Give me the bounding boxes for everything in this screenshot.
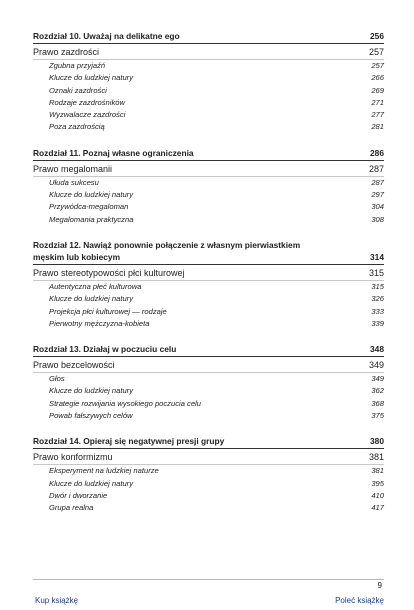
chapter-page: 380 (370, 436, 384, 447)
item-page: 297 (371, 190, 384, 200)
chapter-title: Rozdział 10. Uważaj na delikatne ego (33, 31, 180, 41)
chapter-title: Rozdział 11. Poznaj własne ograniczenia (33, 147, 194, 158)
chapter-10 (33, 30, 384, 134)
list-item (33, 385, 384, 397)
section-row (33, 450, 384, 465)
list-item (33, 97, 384, 109)
section-title: Prawo stereotypowości płci kulturowej (33, 267, 185, 278)
list-item (33, 177, 384, 189)
item-page: 333 (371, 306, 384, 316)
list-item (33, 201, 384, 213)
item-page: 269 (371, 85, 384, 95)
item-page: 315 (371, 281, 384, 291)
item-title: Grupa realna (49, 503, 94, 513)
list-item (33, 214, 384, 226)
list-item (33, 121, 384, 133)
section-row (33, 266, 384, 281)
page-number: 9 (377, 581, 382, 590)
list-item (33, 85, 384, 97)
section-title: Prawo konformizmu (33, 452, 113, 463)
list-item (33, 373, 384, 385)
item-title: Poza zazdrością (49, 122, 105, 132)
chapter-title: Rozdział 13. Działaj w poczuciu celu (33, 344, 177, 355)
item-page: 257 (371, 61, 384, 70)
item-title: Ułuda sukcesu (49, 177, 99, 187)
chapter-heading (33, 147, 384, 161)
item-page: 368 (371, 398, 384, 408)
list-item (33, 189, 384, 201)
chapter-13 (33, 343, 384, 422)
table-of-contents (33, 30, 384, 528)
item-title: Projekcja płci kulturowej — rodzaje (49, 306, 167, 316)
item-page: 271 (371, 97, 384, 107)
item-title: Wyzwalacze zazdrości (49, 110, 126, 120)
item-page: 349 (371, 374, 384, 384)
item-title: Megalomania praktyczna (49, 214, 134, 224)
item-page: 395 (371, 478, 384, 488)
list-item (33, 293, 384, 305)
item-page: 410 (371, 490, 384, 500)
item-title: Eksperyment na ludzkiej naturze (49, 466, 159, 476)
item-title: Dwór i dworzanie (49, 490, 108, 500)
list-item (33, 281, 384, 293)
item-title: Głos (49, 374, 65, 384)
item-page: 281 (371, 122, 384, 132)
item-title: Klucze do ludzkiej natury (49, 190, 133, 200)
section-page: 349 (368, 360, 384, 371)
chapter-title: Rozdział 12. Nawiąż ponownie połączenie z własnym pierwiastkiem męskim lub kobiecym (33, 239, 301, 262)
list-item (33, 410, 384, 422)
section-title: Prawo zazdrości (33, 47, 100, 57)
section-row (33, 358, 384, 373)
section-page: 257 (368, 47, 384, 57)
recommend-book-link[interactable]: Poleć książkę (335, 596, 384, 605)
item-page: 308 (371, 214, 384, 224)
item-page: 304 (371, 202, 384, 212)
item-title: Strategie rozwijania wysokiego poczucia celu (49, 398, 201, 408)
list-item (33, 490, 384, 502)
section-page: 287 (368, 163, 384, 174)
item-page: 417 (371, 503, 384, 513)
section-row (33, 45, 384, 60)
chapter-heading (33, 30, 384, 44)
item-title: Zgubna przyjaźń (49, 61, 106, 70)
item-page: 362 (371, 386, 384, 396)
item-page: 287 (371, 177, 384, 187)
list-item (33, 109, 384, 121)
list-item (33, 465, 384, 477)
item-title: Klucze do ludzkiej natury (49, 294, 133, 304)
item-title: Pierwotny mężczyzna-kobieta (49, 318, 150, 328)
item-title: Powab fałszywych celów (49, 411, 133, 421)
chapter-11 (33, 147, 384, 226)
item-title: Przywódca-megaloman (49, 202, 129, 212)
item-title: Rodzaje zazdrośników (49, 97, 125, 107)
chapter-heading (33, 343, 384, 357)
chapter-heading (33, 239, 384, 265)
chapter-12 (33, 239, 384, 330)
item-title: Oznaki zazdrości (49, 85, 107, 95)
chapter-page: 314 (370, 251, 384, 262)
list-item (33, 60, 384, 72)
item-page: 277 (371, 110, 384, 120)
list-item (33, 478, 384, 490)
chapter-14 (33, 435, 384, 514)
buy-book-link[interactable]: Kup książkę (35, 596, 79, 605)
item-page: 326 (371, 294, 384, 304)
item-title: Autentyczna płeć kulturowa (49, 281, 142, 291)
section-title: Prawo megalomanii (33, 163, 113, 174)
item-title: Klucze do ludzkiej natury (49, 386, 133, 396)
list-item (33, 502, 384, 514)
item-title: Klucze do ludzkiej natury (49, 478, 133, 488)
chapter-heading (33, 435, 384, 449)
list-item (33, 318, 384, 330)
chapter-page: 348 (370, 344, 384, 355)
section-title: Prawo bezcelowości (33, 360, 115, 371)
chapter-page: 256 (370, 31, 384, 41)
chapter-page: 286 (370, 147, 384, 158)
list-item (33, 398, 384, 410)
section-page: 381 (368, 452, 384, 463)
item-page: 375 (371, 411, 384, 421)
list-item (33, 72, 384, 84)
section-page: 315 (368, 267, 384, 278)
footer-divider (33, 579, 384, 580)
section-row (33, 162, 384, 177)
item-title: Klucze do ludzkiej natury (49, 73, 133, 83)
item-page: 381 (371, 466, 384, 476)
item-page: 339 (371, 318, 384, 328)
item-page: 266 (371, 73, 384, 83)
list-item (33, 306, 384, 318)
chapter-title: Rozdział 14. Opieraj się negatywnej presji grupy (33, 436, 225, 447)
